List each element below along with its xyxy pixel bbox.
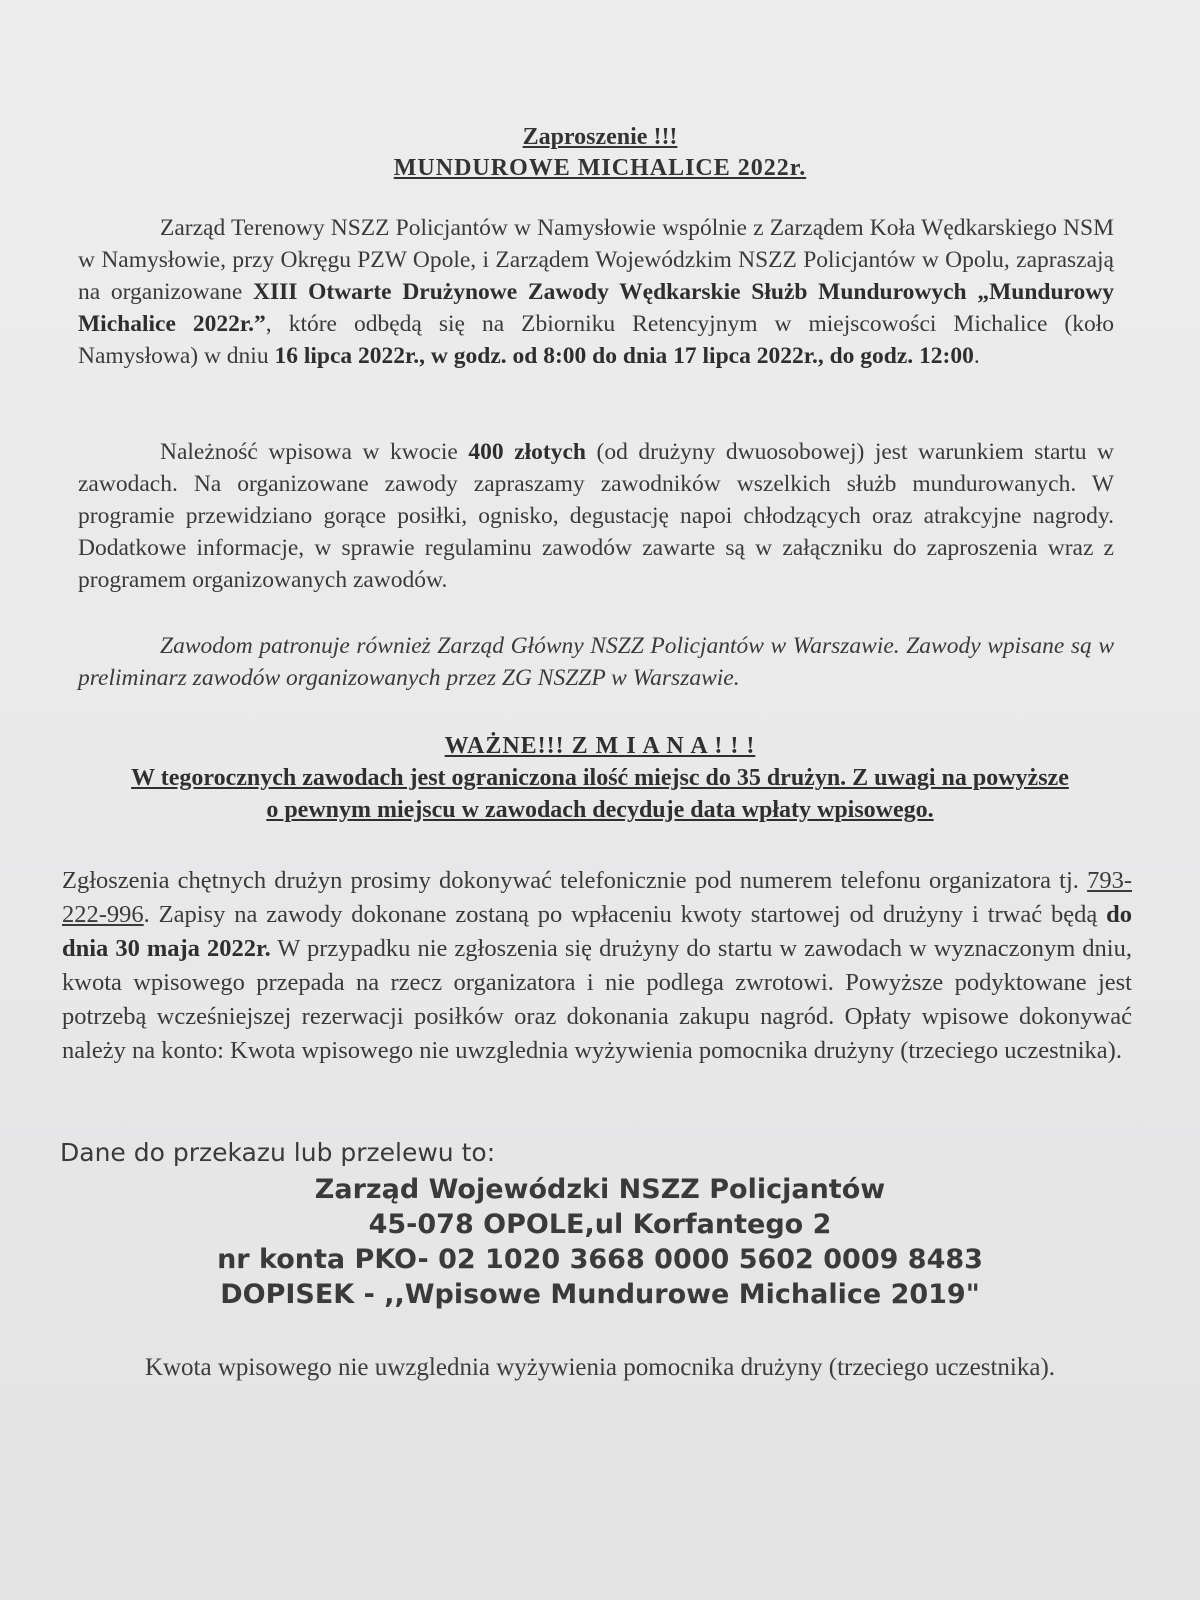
p1-text-e: . [973, 343, 980, 369]
registration-deadline: do dnia 30 maja 2022r. [62, 901, 1132, 962]
paragraph-patronage [78, 630, 1114, 694]
paragraph-invitation [78, 212, 1114, 372]
p4-text-b: . Zapisy na zawody dokonane zostaną po wpłaceniu kwoty startowej od drużyny i trwać będą [143, 901, 1107, 928]
paragraph-fee [78, 436, 1114, 596]
title-invitation: Zaproszenie !!! [522, 124, 678, 150]
p1-text-a: Zarząd Terenowy NSZZ Policjantów w Namysłowie wspólnie z Zarządem Koła Wędkarskiego NSM w Namysłowie, przy Okręgu PZW Opole, i Zarządem Wojewódzkim NSZZ Policjantów w Opolu, zapraszają na organizowane [78, 215, 1114, 305]
p4-text-c: W przypadku nie zgłoszenia się drużyny do startu w zawodach w wyznaczonym dniu, kwota wpisowego przepada na rzecz organizatora i nie podlega zwrotowi. Powyższe podyktowane jest potrzebą wcześniejszej rezerwacji posiłków oraz dokonania zakupu nagród. Opłaty wpisowe dokonywać należy na konto: Kwota wpisowego nie uwzglednia wyżywienia pomocnika drużyny (trzeciego uczestnika). [62, 935, 1132, 1064]
document-title [0, 122, 1200, 184]
p1-event-dates: 16 lipca 2022r., w godz. od 8:00 do dnia 17 lipca 2022r., do godz. 12:00 [274, 343, 974, 369]
transfer-account-number: nr konta PKO- 02 1020 3668 0000 5602 0009 8483 [217, 1244, 983, 1275]
transfer-intro: Dane do przekazu lub przelewu to: [60, 1138, 496, 1167]
organizer-phone: 793-222-996 [62, 867, 1132, 928]
p2-text-a: Należność wpisowa w kwocie [160, 439, 469, 465]
transfer-reference: DOPISEK - ,,Wpisowe Mundurowe Michalice 2019" [220, 1279, 980, 1310]
important-heading: WAŻNE!!! Z M I A N A ! ! ! [444, 733, 756, 759]
p1-event-title: XIII Otwarte Drużynowe Zawody Wędkarskie Służb Mundurowych „Mundurowy Michalice 2022r.” [78, 279, 1114, 337]
transfer-details [0, 1172, 1200, 1312]
p3-text: Zawodom patronuje również Zarząd Główny NSZZ Policjantów w Warszawie. Zawody wpisane są w preliminarz zawodów organizowanych przez ZG NSZZP w Warszawie. [78, 633, 1114, 691]
important-notice [0, 730, 1200, 826]
p2-text-c: (od drużyny dwuosobowej) jest warunkiem startu w zawodach. Na organizowane zawody zapraszamy zawodników wszelkich służb mundurowanych. W programie przewidziano gorące posiłki, ognisko, degustację napoi chłodzących oraz atrakcyjne nagrody. Dodatkowe informacje, w sprawie regulaminu zawodów zawarte są w załączniku do zaproszenia wraz z programem organizowanych zawodów. [78, 439, 1114, 593]
transfer-address: 45-078 OPOLE,ul Korfantego 2 [368, 1209, 832, 1240]
footer-note: Kwota wpisowego nie uwzglednia wyżywienia pomocnika drużyny (trzeciego uczestnika). [144, 1354, 1056, 1381]
title-event-name: MUNDUROWE MICHALICE 2022r. [393, 155, 807, 181]
important-text: W tegorocznych zawodach jest ograniczona ilość miejsc do 35 drużyn. Z uwagi na powyższe o pewnym miejscu w zawodach decyduje data wpłaty wpisowego. [131, 765, 1069, 823]
transfer-recipient: Zarząd Wojewódzki NSZZ Policjantów [314, 1174, 886, 1205]
paragraph-registration [62, 864, 1132, 1068]
p4-text-a: Zgłoszenia chętnych drużyn prosimy dokonywać telefonicznie pod numerem telefonu organizatora tj. [62, 867, 1088, 894]
p2-fee-amount: 400 złotych [468, 439, 586, 465]
p1-text-c: , które odbędą się na Zbiorniku Retencyjnym w miejscowości Michalice (koło Namysłowa) w dniu [78, 311, 1114, 369]
